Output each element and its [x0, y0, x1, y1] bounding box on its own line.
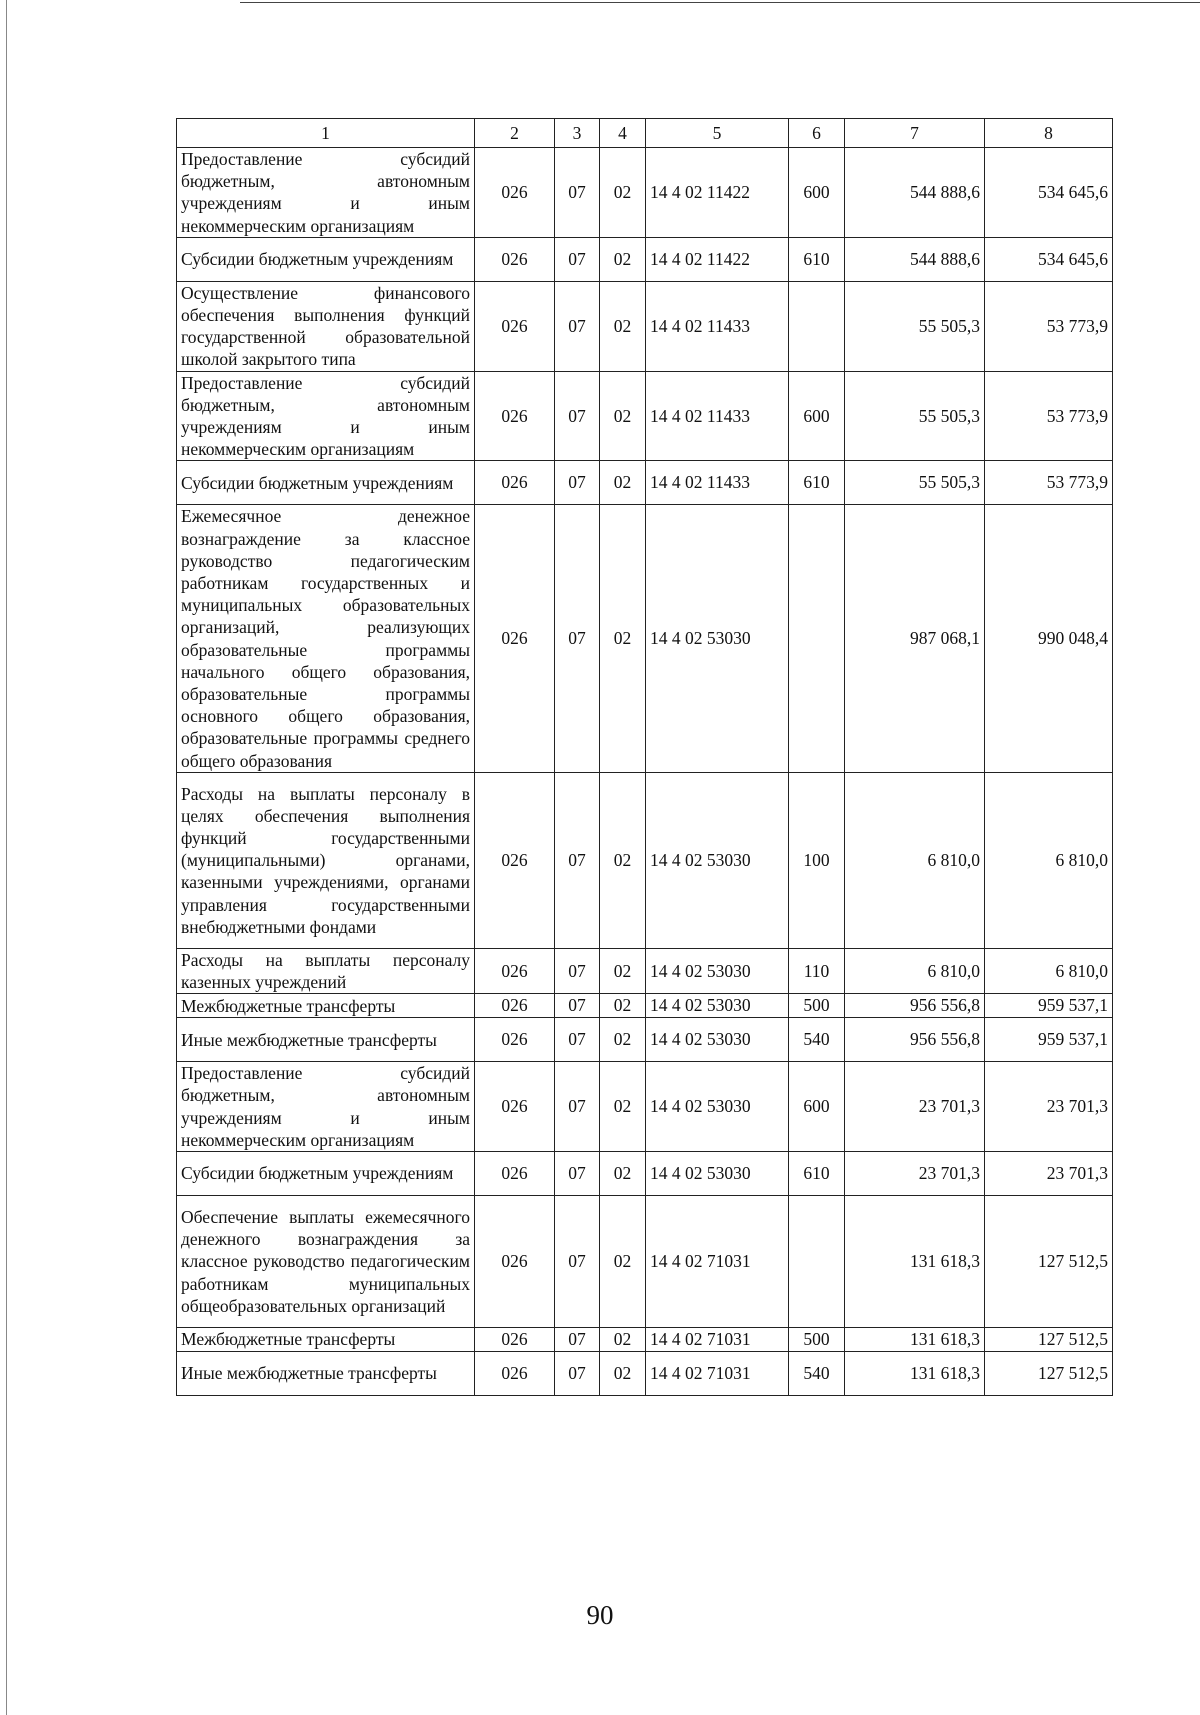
amount-year-2: 534 645,6: [985, 237, 1113, 281]
section-code: 07: [555, 1152, 600, 1196]
amount-year-1: 55 505,3: [845, 461, 985, 505]
target-article-code: 14 4 02 53030: [646, 1152, 789, 1196]
table-row: [177, 1196, 1113, 1328]
section-code: 07: [555, 281, 600, 371]
section-code: 07: [555, 1328, 600, 1352]
ministry-code: 026: [475, 1352, 555, 1396]
subsection-code: 02: [600, 1328, 646, 1352]
subsection-code: 02: [600, 281, 646, 371]
row-name: Расходы на выплаты персоналу казенных учреждений: [177, 948, 475, 993]
subsection-code: 02: [600, 1152, 646, 1196]
expense-type-code: 600: [789, 371, 845, 461]
table-header-row: [177, 119, 1113, 148]
column-header-8: 8: [985, 119, 1113, 148]
ministry-code: 026: [475, 948, 555, 993]
amount-year-1: 23 701,3: [845, 1062, 985, 1152]
expense-type-code: 610: [789, 1152, 845, 1196]
target-article-code: 14 4 02 53030: [646, 1062, 789, 1152]
target-article-code: 14 4 02 71031: [646, 1196, 789, 1328]
ministry-code: 026: [475, 371, 555, 461]
ministry-code: 026: [475, 461, 555, 505]
amount-year-2: 534 645,6: [985, 148, 1113, 238]
row-name: Межбюджетные трансферты: [177, 994, 475, 1018]
target-article-code: 14 4 02 11433: [646, 461, 789, 505]
budget-table: [176, 118, 1113, 1396]
row-name: Обеспечение выплаты ежемесячного денежного вознаграждения за классное руководство педагогическим работникам муниципальных общеобразовательных организаций: [177, 1196, 475, 1328]
expense-type-code: 540: [789, 1352, 845, 1396]
ministry-code: 026: [475, 994, 555, 1018]
table-row: [177, 948, 1113, 993]
target-article-code: 14 4 02 53030: [646, 505, 789, 772]
subsection-code: 02: [600, 1018, 646, 1062]
target-article-code: 14 4 02 53030: [646, 1018, 789, 1062]
subsection-code: 02: [600, 948, 646, 993]
section-code: 07: [555, 1196, 600, 1328]
amount-year-2: 959 537,1: [985, 1018, 1113, 1062]
column-header-4: 4: [600, 119, 646, 148]
column-header-5: 5: [646, 119, 789, 148]
expense-type-code: 540: [789, 1018, 845, 1062]
row-name: Иные межбюджетные трансферты: [177, 1018, 475, 1062]
subsection-code: 02: [600, 1196, 646, 1328]
subsection-code: 02: [600, 505, 646, 772]
expense-type-code: [789, 505, 845, 772]
expense-type-code: [789, 281, 845, 371]
amount-year-2: 53 773,9: [985, 281, 1113, 371]
target-article-code: 14 4 02 53030: [646, 948, 789, 993]
amount-year-2: 127 512,5: [985, 1328, 1113, 1352]
table-row: [177, 148, 1113, 238]
section-code: 07: [555, 772, 600, 948]
amount-year-1: 6 810,0: [845, 772, 985, 948]
section-code: 07: [555, 461, 600, 505]
amount-year-1: 544 888,6: [845, 237, 985, 281]
row-name: Субсидии бюджетным учреждениям: [177, 461, 475, 505]
amount-year-2: 959 537,1: [985, 994, 1113, 1018]
amount-year-2: 23 701,3: [985, 1152, 1113, 1196]
amount-year-1: 55 505,3: [845, 371, 985, 461]
amount-year-2: 990 048,4: [985, 505, 1113, 772]
amount-year-2: 23 701,3: [985, 1062, 1113, 1152]
subsection-code: 02: [600, 148, 646, 238]
table-body: [177, 148, 1113, 1396]
expense-type-code: 100: [789, 772, 845, 948]
table-row: [177, 772, 1113, 948]
column-header-3: 3: [555, 119, 600, 148]
target-article-code: 14 4 02 71031: [646, 1328, 789, 1352]
column-header-7: 7: [845, 119, 985, 148]
section-code: 07: [555, 237, 600, 281]
amount-year-1: 131 618,3: [845, 1352, 985, 1396]
subsection-code: 02: [600, 772, 646, 948]
amount-year-2: 53 773,9: [985, 371, 1113, 461]
amount-year-1: 131 618,3: [845, 1328, 985, 1352]
amount-year-1: 956 556,8: [845, 1018, 985, 1062]
section-code: 07: [555, 1062, 600, 1152]
ministry-code: 026: [475, 1196, 555, 1328]
subsection-code: 02: [600, 994, 646, 1018]
row-name: Иные межбюджетные трансферты: [177, 1352, 475, 1396]
expense-type-code: 500: [789, 1328, 845, 1352]
section-code: 07: [555, 1018, 600, 1062]
amount-year-1: 55 505,3: [845, 281, 985, 371]
target-article-code: 14 4 02 53030: [646, 994, 789, 1018]
section-code: 07: [555, 505, 600, 772]
row-name: Межбюджетные трансферты: [177, 1328, 475, 1352]
row-name: Расходы на выплаты персоналу в целях обеспечения выполнения функций государственными (муниципальными) органами, казенными учреждениями, органами управления государственными внебюджетными фондами: [177, 772, 475, 948]
scan-edge-top: [240, 2, 1200, 3]
subsection-code: 02: [600, 371, 646, 461]
amount-year-2: 53 773,9: [985, 461, 1113, 505]
amount-year-1: 956 556,8: [845, 994, 985, 1018]
section-code: 07: [555, 1352, 600, 1396]
row-name: Предоставление субсидий бюджетным, автономным учреждениям и иным некоммерческим организациям: [177, 371, 475, 461]
page-number: 90: [586, 1600, 614, 1630]
table-row: [177, 994, 1113, 1018]
ministry-code: 026: [475, 237, 555, 281]
amount-year-2: 127 512,5: [985, 1196, 1113, 1328]
amount-year-2: 6 810,0: [985, 948, 1113, 993]
table-row: [177, 371, 1113, 461]
scan-edge-left: [6, 0, 7, 1715]
section-code: 07: [555, 148, 600, 238]
ministry-code: 026: [475, 772, 555, 948]
expense-type-code: [789, 1196, 845, 1328]
table-row: [177, 1152, 1113, 1196]
ministry-code: 026: [475, 1152, 555, 1196]
target-article-code: 14 4 02 11433: [646, 281, 789, 371]
ministry-code: 026: [475, 148, 555, 238]
amount-year-1: 987 068,1: [845, 505, 985, 772]
target-article-code: 14 4 02 11422: [646, 237, 789, 281]
table-row: [177, 1018, 1113, 1062]
amount-year-2: 6 810,0: [985, 772, 1113, 948]
subsection-code: 02: [600, 461, 646, 505]
subsection-code: 02: [600, 1352, 646, 1396]
table-row: [177, 281, 1113, 371]
row-name: Осуществление финансового обеспечения выполнения функций государственной образовательной школой закрытого типа: [177, 281, 475, 371]
row-name: Предоставление субсидий бюджетным, автономным учреждениям и иным некоммерческим организациям: [177, 1062, 475, 1152]
row-name: Предоставление субсидий бюджетным, автономным учреждениям и иным некоммерческим организациям: [177, 148, 475, 238]
ministry-code: 026: [475, 1018, 555, 1062]
row-name: Ежемесячное денежное вознаграждение за классное руководство педагогическим работникам государственных и муниципальных образовательных организаций, реализующих образовательные программы начального общего образования, образовательные программы основного общего образования, образовательные программы среднего общего образования: [177, 505, 475, 772]
expense-type-code: 500: [789, 994, 845, 1018]
expense-type-code: 110: [789, 948, 845, 993]
ministry-code: 026: [475, 1328, 555, 1352]
table-row: [177, 1352, 1113, 1396]
section-code: 07: [555, 948, 600, 993]
target-article-code: 14 4 02 53030: [646, 772, 789, 948]
expense-type-code: 600: [789, 1062, 845, 1152]
amount-year-1: 6 810,0: [845, 948, 985, 993]
subsection-code: 02: [600, 1062, 646, 1152]
amount-year-1: 544 888,6: [845, 148, 985, 238]
ministry-code: 026: [475, 505, 555, 772]
column-header-6: 6: [789, 119, 845, 148]
expense-type-code: 610: [789, 461, 845, 505]
expense-type-code: 600: [789, 148, 845, 238]
column-header-1: 1: [177, 119, 475, 148]
table-row: [177, 1062, 1113, 1152]
ministry-code: 026: [475, 281, 555, 371]
amount-year-2: 127 512,5: [985, 1352, 1113, 1396]
table-row: [177, 237, 1113, 281]
ministry-code: 026: [475, 1062, 555, 1152]
amount-year-1: 131 618,3: [845, 1196, 985, 1328]
table-row: [177, 461, 1113, 505]
amount-year-1: 23 701,3: [845, 1152, 985, 1196]
target-article-code: 14 4 02 71031: [646, 1352, 789, 1396]
subsection-code: 02: [600, 237, 646, 281]
row-name: Субсидии бюджетным учреждениям: [177, 1152, 475, 1196]
row-name: Субсидии бюджетным учреждениям: [177, 237, 475, 281]
column-header-2: 2: [475, 119, 555, 148]
section-code: 07: [555, 994, 600, 1018]
expense-type-code: 610: [789, 237, 845, 281]
table-row: [177, 1328, 1113, 1352]
section-code: 07: [555, 371, 600, 461]
table-row: [177, 505, 1113, 772]
target-article-code: 14 4 02 11422: [646, 148, 789, 238]
target-article-code: 14 4 02 11433: [646, 371, 789, 461]
